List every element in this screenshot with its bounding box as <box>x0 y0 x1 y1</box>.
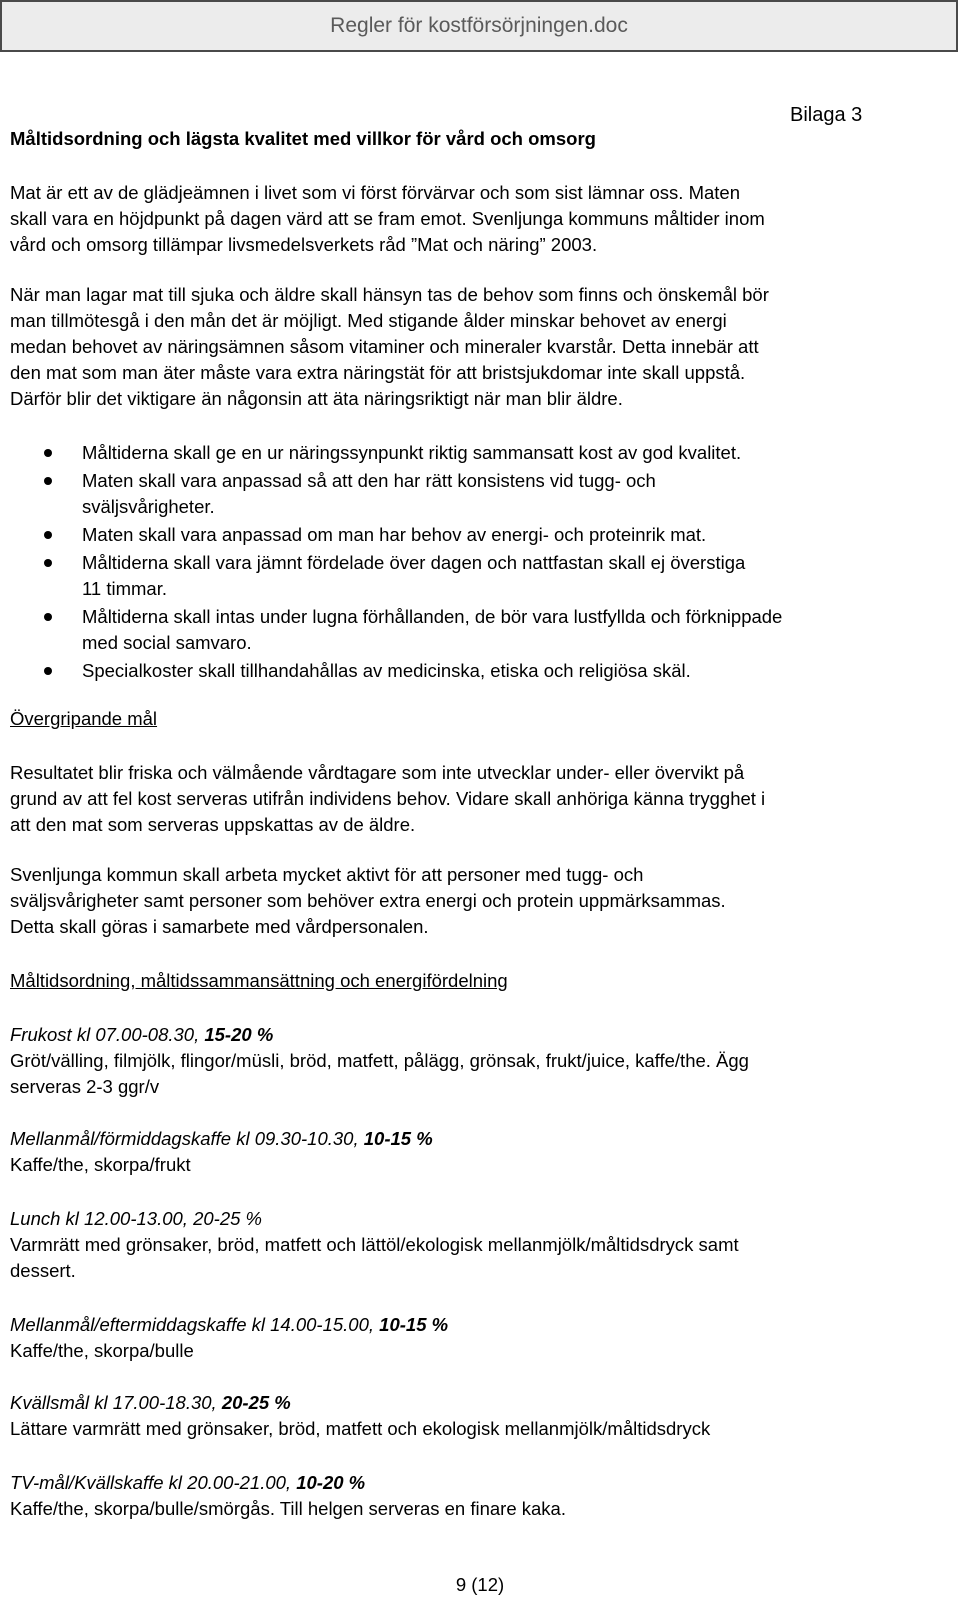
meal-description: Varmrätt med grönsaker, bröd, matfett och lättöl/ekologisk mellanmjölk/måltidsdryck samt <box>10 1234 739 1255</box>
bullet-icon <box>44 449 52 457</box>
document-filename: Regler för kostförsörjningen.doc <box>330 14 628 37</box>
list-item: Måltiderna skall intas under lugna förhållanden, de bör vara lustfyllda och förknippade med social samvaro. <box>10 604 940 656</box>
attachment-label: Bilaga 3 <box>790 104 863 126</box>
needs-paragraph <box>10 282 769 412</box>
meal-heading: Kvällsmål kl 17.00-18.30, 20-25 % <box>10 1392 291 1413</box>
meal-heading: Lunch kl 12.00-13.00, 20-25 % <box>10 1208 262 1229</box>
needs-line: medan behovet av näringsämnen såsom vitaminer och mineraler kvarstår. Detta innebär att <box>10 336 759 357</box>
needs-line: Därför blir det viktigare än någonsin att äta näringsriktigt när man blir äldre. <box>10 388 623 409</box>
bullet-icon <box>44 477 52 485</box>
list-item: Maten skall vara anpassad så att den har rätt konsistens vid tugg- och sväljsvårigheter. <box>10 468 940 520</box>
bullet-icon <box>44 613 52 621</box>
needs-line: man tillmötesgå i den mån det är möjligt. Med stigande ålder minskar behovet av energi <box>10 310 727 331</box>
needs-line: När man lagar mat till sjuka och äldre skall hänsyn tas de behov som finns och önskemål bör <box>10 284 769 305</box>
meal-heading: Mellanmål/förmiddagskaffe kl 09.30-10.30, 10-15 % <box>10 1128 433 1149</box>
meal-description: Lättare varmrätt med grönsaker, bröd, matfett och ekologisk mellanmjölk/måltidsdryck <box>10 1418 711 1439</box>
intro-paragraph <box>10 180 765 258</box>
meal-afternoon-snack <box>10 1312 448 1364</box>
meal-description: Gröt/välling, filmjölk, flingor/müsli, bröd, matfett, pålägg, grönsak, frukt/juice, kaffe/the. Ägg <box>10 1050 749 1071</box>
meal-lunch <box>10 1206 739 1284</box>
needs-line: den mat som man äter måste vara extra näringstät för att bristsjukdomar inte skall uppstå. <box>10 362 746 383</box>
intro-line: skall vara en höjdpunkt på dagen värd att se fram emot. Svenljunga kommuns måltider inom <box>10 208 765 229</box>
bullet-icon <box>44 667 52 675</box>
meal-description: Kaffe/the, skorpa/frukt <box>10 1154 191 1175</box>
document-title-bar <box>0 0 958 52</box>
meal-heading: TV-mål/Kvällskaffe kl 20.00-21.00, 10-20 % <box>10 1472 366 1493</box>
section-heading-meal-order: Måltidsordning, måltidssammansättning och energifördelning <box>10 970 508 991</box>
requirements-list <box>10 440 940 684</box>
intro-line: Mat är ett av de glädjeämnen i livet som vi först förvärvar och som sist lämnar oss. Maten <box>10 182 741 203</box>
meal-description: dessert. <box>10 1260 76 1281</box>
commitment-paragraph: Svenljunga kommun skall arbeta mycket aktivt för att personer med tugg- och sväljsvårigheter samt personer som behöver extra energi och protein uppmärksammas. Detta skall göras i samarbete med vårdpersonalen. <box>10 864 726 937</box>
meal-tv-snack <box>10 1470 566 1522</box>
meal-heading: Mellanmål/eftermiddagskaffe kl 14.00-15.00, 10-15 % <box>10 1314 449 1335</box>
list-item: Maten skall vara anpassad om man har behov av energi- och proteinrik mat. <box>10 522 940 548</box>
bullet-icon <box>44 531 52 539</box>
meal-evening <box>10 1390 710 1442</box>
section-heading-overall-goal: Övergripande mål <box>10 708 158 729</box>
list-item: Måltiderna skall ge en ur näringssynpunkt riktig sammansatt kost av god kvalitet. <box>10 440 940 466</box>
page-number: 9 (12) <box>455 1574 505 1595</box>
intro-line: vård och omsorg tillämpar livsmedelsverkets råd ”Mat och näring” 2003. <box>10 234 598 255</box>
meal-heading: Frukost kl 07.00-08.30, 15-20 % <box>10 1024 274 1045</box>
meal-description: serveras 2-3 ggr/v <box>10 1076 160 1097</box>
meal-breakfast <box>10 1022 749 1100</box>
meal-description: Kaffe/the, skorpa/bulle/smörgås. Till helgen serveras en finare kaka. <box>10 1498 566 1519</box>
document-heading: Måltidsordning och lägsta kvalitet med villkor för vård och omsorg <box>10 128 596 149</box>
goal-paragraph: Resultatet blir friska och välmående vårdtagare som inte utvecklar under- eller övervikt på grund av att fel kost serveras utifrån individens behov. Vidare skall anhöriga känna trygghet i att den mat som serveras uppskattas av de äldre. <box>10 762 766 835</box>
list-item: Måltiderna skall vara jämnt fördelade över dagen och nattfastan skall ej överstiga 11 timmar. <box>10 550 940 602</box>
list-item: Specialkoster skall tillhandahållas av medicinska, etiska och religiösa skäl. <box>10 658 940 684</box>
meal-morning-snack <box>10 1126 433 1178</box>
bullet-icon <box>44 559 52 567</box>
meal-description: Kaffe/the, skorpa/bulle <box>10 1340 194 1361</box>
